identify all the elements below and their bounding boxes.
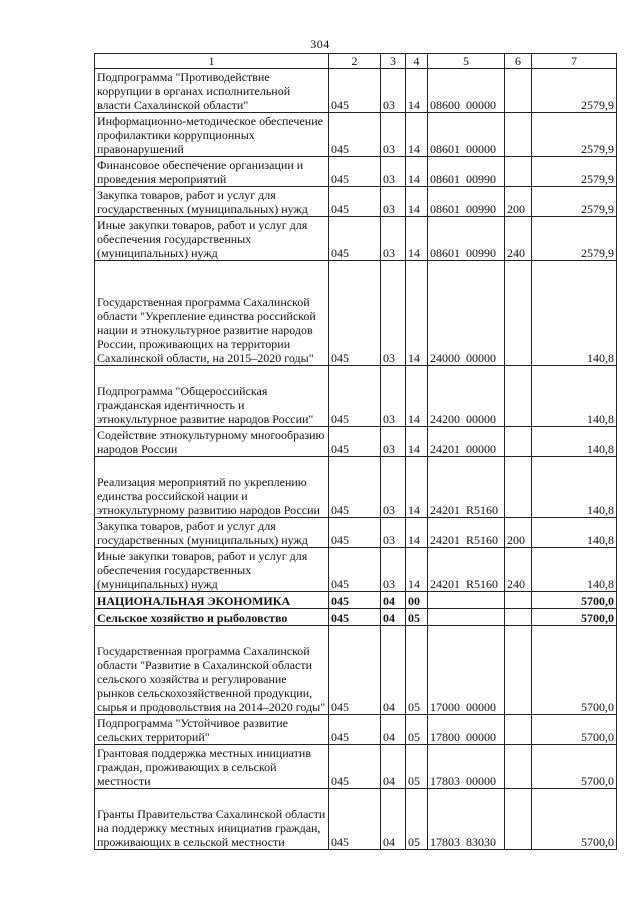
table-row (95, 157, 617, 187)
cell-name: Содействие этнокультурному многообразию народов России (95, 427, 329, 457)
cell-target-article: 24201 00000 (428, 427, 505, 457)
cell-podrazdel: 14 (406, 427, 428, 457)
table-row (95, 261, 617, 366)
cell-target-article: 08601 00000 (428, 113, 505, 157)
cell-sum: 5700,0 (532, 592, 617, 609)
cell-sum: 2579,9 (532, 113, 617, 157)
cell-glava: 045 (329, 157, 381, 187)
cell-name: Подпрограмма "Противодействие коррупции в органах исполнительной власти Сахалинской области" (95, 69, 329, 113)
cell-podrazdel: 05 (406, 715, 428, 745)
cell-name: Государственная программа Сахалинской области "Развитие в Сахалинской области сельского хозяйства и регулирование рынков сельскохозяйственной продукции, сырья и продовольствия на 2014–2020 годы" (95, 626, 329, 715)
cell-razdel: 03 (381, 69, 406, 113)
table-row (95, 745, 617, 789)
cell-sum: 140,8 (532, 261, 617, 366)
cell-expense-type (505, 366, 532, 427)
cell-glava: 045 (329, 609, 381, 626)
table-row (95, 626, 617, 715)
cell-razdel: 03 (381, 261, 406, 366)
cell-razdel: 03 (381, 217, 406, 261)
cell-podrazdel: 14 (406, 187, 428, 217)
cell-sum: 140,8 (532, 366, 617, 427)
cell-glava: 045 (329, 745, 381, 789)
header-cell-razdel: 3 (381, 54, 406, 69)
cell-expense-type: 240 (505, 217, 532, 261)
table-row (95, 217, 617, 261)
cell-glava: 045 (329, 626, 381, 715)
cell-name: НАЦИОНАЛЬНАЯ ЭКОНОМИКА (95, 592, 329, 609)
cell-razdel: 03 (381, 187, 406, 217)
cell-podrazdel: 14 (406, 548, 428, 592)
cell-podrazdel: 05 (406, 626, 428, 715)
cell-glava: 045 (329, 789, 381, 850)
cell-target-article (428, 609, 505, 626)
cell-podrazdel: 14 (406, 113, 428, 157)
cell-glava: 045 (329, 427, 381, 457)
cell-razdel: 03 (381, 157, 406, 187)
cell-name: Реализация мероприятий по укреплению единства российской нации и этнокультурному развитию народов России (95, 457, 329, 518)
cell-razdel: 04 (381, 609, 406, 626)
cell-razdel: 03 (381, 548, 406, 592)
cell-glava: 045 (329, 113, 381, 157)
cell-name: Сельское хозяйство и рыболовство (95, 609, 329, 626)
cell-podrazdel: 14 (406, 157, 428, 187)
cell-target-article: 24201 R5160 (428, 548, 505, 592)
cell-podrazdel: 14 (406, 518, 428, 548)
cell-sum: 140,8 (532, 518, 617, 548)
cell-glava: 045 (329, 217, 381, 261)
cell-target-article: 17800 00000 (428, 715, 505, 745)
cell-target-article: 17803 83030 (428, 789, 505, 850)
cell-expense-type: 200 (505, 187, 532, 217)
cell-expense-type: 200 (505, 518, 532, 548)
cell-name: Иные закупки товаров, работ и услуг для обеспечения государственных (муниципальных) нужд (95, 548, 329, 592)
cell-expense-type (505, 157, 532, 187)
table-row (95, 457, 617, 518)
cell-glava: 045 (329, 366, 381, 427)
cell-razdel: 03 (381, 518, 406, 548)
cell-name: Информационно-методическое обеспечение профилактики коррупционных правонарушений (95, 113, 329, 157)
cell-target-article: 24000 00000 (428, 261, 505, 366)
cell-podrazdel: 14 (406, 457, 428, 518)
cell-sum: 140,8 (532, 427, 617, 457)
cell-podrazdel: 05 (406, 789, 428, 850)
cell-razdel: 04 (381, 626, 406, 715)
cell-podrazdel: 00 (406, 592, 428, 609)
cell-podrazdel: 14 (406, 261, 428, 366)
cell-sum: 2579,9 (532, 157, 617, 187)
table-row (95, 427, 617, 457)
cell-sum: 2579,9 (532, 187, 617, 217)
cell-expense-type (505, 457, 532, 518)
cell-podrazdel: 05 (406, 609, 428, 626)
cell-name: Государственная программа Сахалинской области "Укрепление единства российской нации и этнокультурное развитие народов России, проживающих на территории Сахалинской области, на 2015–2020 годы" (95, 261, 329, 366)
cell-glava: 045 (329, 592, 381, 609)
cell-razdel: 04 (381, 789, 406, 850)
cell-sum: 140,8 (532, 457, 617, 518)
cell-podrazdel: 14 (406, 217, 428, 261)
cell-glava: 045 (329, 548, 381, 592)
cell-name: Иные закупки товаров, работ и услуг для обеспечения государственных (муниципальных) нужд (95, 217, 329, 261)
cell-target-article: 08601 00990 (428, 217, 505, 261)
cell-target-article: 08601 00990 (428, 187, 505, 217)
cell-target-article: 08601 00990 (428, 157, 505, 187)
cell-target-article: 17000 00000 (428, 626, 505, 715)
table-row (95, 548, 617, 592)
cell-expense-type (505, 261, 532, 366)
cell-razdel: 04 (381, 745, 406, 789)
cell-expense-type (505, 592, 532, 609)
cell-sum: 140,8 (532, 548, 617, 592)
cell-expense-type (505, 745, 532, 789)
cell-target-article: 24200 00000 (428, 366, 505, 427)
table-row (95, 592, 617, 609)
header-cell-glava: 2 (329, 54, 381, 69)
cell-podrazdel: 14 (406, 366, 428, 427)
cell-expense-type (505, 113, 532, 157)
cell-sum: 5700,0 (532, 745, 617, 789)
cell-name: Подпрограмма "Общероссийская гражданская идентичность и этнокультурное развитие народов России" (95, 366, 329, 427)
cell-glava: 045 (329, 518, 381, 548)
table-row (95, 715, 617, 745)
cell-target-article: 24201 R5160 (428, 457, 505, 518)
cell-razdel: 03 (381, 457, 406, 518)
cell-razdel: 04 (381, 715, 406, 745)
cell-podrazdel: 05 (406, 745, 428, 789)
cell-expense-type (505, 427, 532, 457)
cell-glava: 045 (329, 457, 381, 518)
cell-expense-type: 240 (505, 548, 532, 592)
header-cell-target-article: 5 (428, 54, 505, 69)
table-row (95, 69, 617, 113)
cell-target-article (428, 592, 505, 609)
cell-razdel: 03 (381, 427, 406, 457)
cell-name: Подпрограмма "Устойчивое развитие сельских территорий" (95, 715, 329, 745)
header-cell-name: 1 (95, 54, 329, 69)
budget-table (94, 53, 617, 850)
cell-glava: 045 (329, 715, 381, 745)
cell-expense-type (505, 715, 532, 745)
cell-glava: 045 (329, 187, 381, 217)
cell-sum: 2579,9 (532, 69, 617, 113)
header-cell-podrazdel: 4 (406, 54, 428, 69)
cell-name: Грантовая поддержка местных инициатив граждан, проживающих в сельской местности (95, 745, 329, 789)
cell-sum: 5700,0 (532, 715, 617, 745)
cell-expense-type (505, 789, 532, 850)
table-row (95, 518, 617, 548)
cell-name: Закупка товаров, работ и услуг для государственных (муниципальных) нужд (95, 187, 329, 217)
cell-razdel: 03 (381, 366, 406, 427)
cell-razdel: 04 (381, 592, 406, 609)
cell-sum: 2579,9 (532, 217, 617, 261)
table-row (95, 366, 617, 427)
table-row (95, 789, 617, 850)
cell-target-article: 24201 R5160 (428, 518, 505, 548)
cell-expense-type (505, 69, 532, 113)
cell-glava: 045 (329, 69, 381, 113)
cell-expense-type (505, 626, 532, 715)
cell-glava: 045 (329, 261, 381, 366)
table-row (95, 187, 617, 217)
cell-name: Закупка товаров, работ и услуг для государственных (муниципальных) нужд (95, 518, 329, 548)
cell-podrazdel: 14 (406, 69, 428, 113)
table-body (95, 69, 617, 850)
cell-sum: 5700,0 (532, 609, 617, 626)
page-number: 304 (310, 37, 330, 51)
table-row (95, 113, 617, 157)
header-row (95, 54, 617, 69)
cell-sum: 5700,0 (532, 626, 617, 715)
cell-name: Гранты Правительства Сахалинской области на поддержку местных инициатив граждан, проживающих в сельской местности (95, 789, 329, 850)
cell-target-article: 08600 00000 (428, 69, 505, 113)
table-row (95, 609, 617, 626)
header-cell-expense-type: 6 (505, 54, 532, 69)
cell-razdel: 03 (381, 113, 406, 157)
cell-target-article: 17803 00000 (428, 745, 505, 789)
cell-sum: 5700,0 (532, 789, 617, 850)
cell-name: Финансовое обеспечение организации и проведения мероприятий (95, 157, 329, 187)
cell-expense-type (505, 609, 532, 626)
header-cell-sum: 7 (532, 54, 617, 69)
